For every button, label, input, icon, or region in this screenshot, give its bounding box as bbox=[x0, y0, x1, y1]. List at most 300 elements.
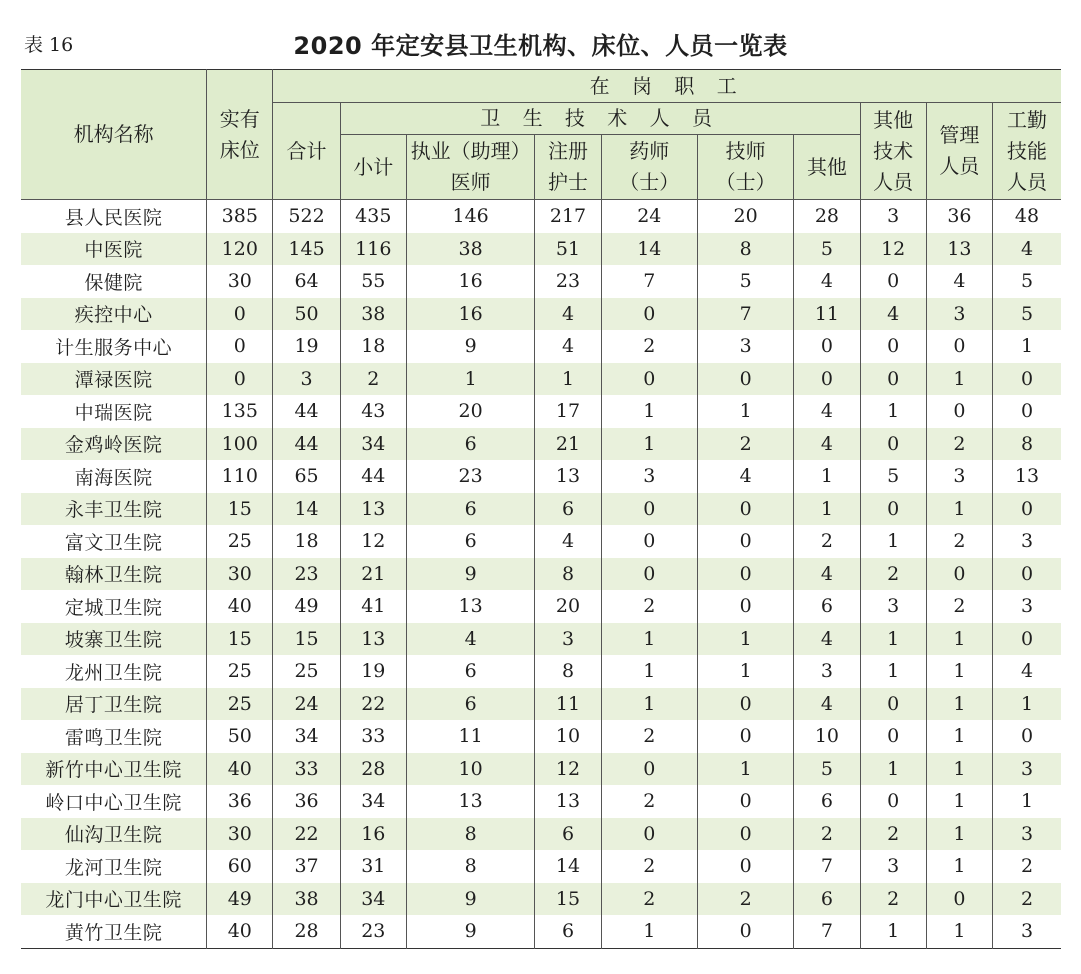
cell-other-technical-staff: 1 bbox=[860, 655, 926, 688]
cell-physicians: 16 bbox=[406, 298, 534, 331]
cell-other-health-tech: 7 bbox=[794, 850, 860, 883]
cell-logistics-staff: 3 bbox=[993, 525, 1061, 558]
cell-other-health-tech: 6 bbox=[794, 883, 860, 916]
cell-logistics-staff: 3 bbox=[993, 818, 1061, 851]
cell-technicians: 2 bbox=[697, 428, 793, 461]
cell-pharmacists: 2 bbox=[601, 590, 697, 623]
cell-physicians: 6 bbox=[406, 655, 534, 688]
table-row bbox=[21, 818, 1061, 851]
cell-logistics-staff: 3 bbox=[993, 753, 1061, 786]
cell-pharmacists: 3 bbox=[601, 460, 697, 493]
cell-other-technical-staff: 0 bbox=[860, 330, 926, 363]
table-row bbox=[21, 493, 1061, 526]
cell-beds: 0 bbox=[207, 363, 273, 396]
cell-management-staff: 13 bbox=[926, 233, 992, 266]
cell-pharmacists: 1 bbox=[601, 428, 697, 461]
cell-registered-nurses: 14 bbox=[535, 850, 601, 883]
cell-physicians: 6 bbox=[406, 525, 534, 558]
cell-other-technical-staff: 2 bbox=[860, 883, 926, 916]
cell-registered-nurses: 20 bbox=[535, 590, 601, 623]
cell-other-technical-staff: 0 bbox=[860, 493, 926, 526]
cell-other-health-tech: 7 bbox=[794, 915, 860, 948]
cell-management-staff: 0 bbox=[926, 395, 992, 428]
cell-management-staff: 2 bbox=[926, 590, 992, 623]
cell-pharmacists: 1 bbox=[601, 655, 697, 688]
cell-logistics-staff: 1 bbox=[993, 785, 1061, 818]
cell-total: 33 bbox=[273, 753, 340, 786]
cell-technicians: 0 bbox=[697, 688, 793, 721]
cell-institution-name: 中瑞医院 bbox=[21, 395, 207, 428]
cell-logistics-staff: 0 bbox=[993, 623, 1061, 656]
cell-pharmacists: 0 bbox=[601, 558, 697, 591]
cell-registered-nurses: 6 bbox=[535, 915, 601, 948]
cell-pharmacists: 24 bbox=[601, 200, 697, 233]
table-row bbox=[21, 233, 1061, 266]
cell-registered-nurses: 8 bbox=[535, 655, 601, 688]
cell-technicians: 2 bbox=[697, 883, 793, 916]
cell-technicians: 0 bbox=[697, 558, 793, 591]
cell-other-health-tech: 1 bbox=[794, 460, 860, 493]
cell-other-health-tech: 28 bbox=[794, 200, 860, 233]
cell-pharmacists: 0 bbox=[601, 298, 697, 331]
table-row bbox=[21, 623, 1061, 656]
cell-beds: 25 bbox=[207, 655, 273, 688]
col-group-on-duty-staff: 在 岗 职 工 bbox=[273, 70, 1061, 103]
col-technicians: 技师 （士） bbox=[697, 135, 793, 200]
cell-management-staff: 1 bbox=[926, 688, 992, 721]
cell-total: 38 bbox=[273, 883, 340, 916]
cell-subtotal: 22 bbox=[340, 688, 406, 721]
cell-beds: 60 bbox=[207, 850, 273, 883]
cell-management-staff: 3 bbox=[926, 460, 992, 493]
cell-institution-name: 南海医院 bbox=[21, 460, 207, 493]
cell-beds: 40 bbox=[207, 753, 273, 786]
cell-subtotal: 18 bbox=[340, 330, 406, 363]
cell-logistics-staff: 5 bbox=[993, 298, 1061, 331]
cell-technicians: 1 bbox=[697, 753, 793, 786]
cell-total: 44 bbox=[273, 428, 340, 461]
cell-beds: 25 bbox=[207, 688, 273, 721]
cell-management-staff: 1 bbox=[926, 363, 992, 396]
cell-registered-nurses: 17 bbox=[535, 395, 601, 428]
cell-institution-name: 翰林卫生院 bbox=[21, 558, 207, 591]
cell-beds: 110 bbox=[207, 460, 273, 493]
cell-logistics-staff: 4 bbox=[993, 233, 1061, 266]
cell-technicians: 0 bbox=[697, 493, 793, 526]
cell-management-staff: 0 bbox=[926, 883, 992, 916]
table-header bbox=[21, 70, 1061, 200]
table-row bbox=[21, 655, 1061, 688]
col-registered-nurses: 注册 护士 bbox=[535, 135, 601, 200]
cell-institution-name: 疾控中心 bbox=[21, 298, 207, 331]
table-row bbox=[21, 395, 1061, 428]
cell-management-staff: 3 bbox=[926, 298, 992, 331]
cell-subtotal: 116 bbox=[340, 233, 406, 266]
cell-logistics-staff: 2 bbox=[993, 883, 1061, 916]
table-row bbox=[21, 753, 1061, 786]
cell-beds: 40 bbox=[207, 915, 273, 948]
cell-subtotal: 34 bbox=[340, 428, 406, 461]
cell-total: 36 bbox=[273, 785, 340, 818]
cell-logistics-staff: 2 bbox=[993, 850, 1061, 883]
cell-pharmacists: 2 bbox=[601, 785, 697, 818]
table-row bbox=[21, 200, 1061, 233]
cell-institution-name: 新竹中心卫生院 bbox=[21, 753, 207, 786]
table-row bbox=[21, 785, 1061, 818]
cell-total: 23 bbox=[273, 558, 340, 591]
cell-institution-name: 定城卫生院 bbox=[21, 590, 207, 623]
cell-physicians: 1 bbox=[406, 363, 534, 396]
cell-beds: 135 bbox=[207, 395, 273, 428]
cell-institution-name: 保健院 bbox=[21, 265, 207, 298]
cell-beds: 0 bbox=[207, 330, 273, 363]
cell-subtotal: 13 bbox=[340, 623, 406, 656]
cell-registered-nurses: 23 bbox=[535, 265, 601, 298]
cell-other-health-tech: 11 bbox=[794, 298, 860, 331]
cell-institution-name: 龙门中心卫生院 bbox=[21, 883, 207, 916]
table-body bbox=[21, 200, 1061, 949]
cell-other-technical-staff: 2 bbox=[860, 818, 926, 851]
cell-subtotal: 28 bbox=[340, 753, 406, 786]
cell-total: 14 bbox=[273, 493, 340, 526]
cell-subtotal: 55 bbox=[340, 265, 406, 298]
cell-management-staff: 1 bbox=[926, 720, 992, 753]
cell-institution-name: 龙河卫生院 bbox=[21, 850, 207, 883]
cell-other-health-tech: 6 bbox=[794, 785, 860, 818]
cell-logistics-staff: 5 bbox=[993, 265, 1061, 298]
cell-beds: 40 bbox=[207, 590, 273, 623]
cell-physicians: 13 bbox=[406, 590, 534, 623]
cell-subtotal: 34 bbox=[340, 785, 406, 818]
cell-other-technical-staff: 3 bbox=[860, 850, 926, 883]
cell-total: 64 bbox=[273, 265, 340, 298]
cell-management-staff: 2 bbox=[926, 525, 992, 558]
cell-technicians: 7 bbox=[697, 298, 793, 331]
cell-technicians: 1 bbox=[697, 623, 793, 656]
cell-other-health-tech: 3 bbox=[794, 655, 860, 688]
cell-total: 28 bbox=[273, 915, 340, 948]
cell-management-staff: 2 bbox=[926, 428, 992, 461]
cell-physicians: 16 bbox=[406, 265, 534, 298]
cell-subtotal: 31 bbox=[340, 850, 406, 883]
col-beds: 实有 床位 bbox=[207, 70, 273, 200]
cell-physicians: 146 bbox=[406, 200, 534, 233]
cell-beds: 0 bbox=[207, 298, 273, 331]
cell-technicians: 0 bbox=[697, 785, 793, 818]
cell-beds: 15 bbox=[207, 493, 273, 526]
cell-physicians: 8 bbox=[406, 850, 534, 883]
cell-registered-nurses: 4 bbox=[535, 330, 601, 363]
cell-technicians: 4 bbox=[697, 460, 793, 493]
cell-beds: 30 bbox=[207, 265, 273, 298]
cell-pharmacists: 1 bbox=[601, 623, 697, 656]
cell-pharmacists: 2 bbox=[601, 330, 697, 363]
cell-physicians: 10 bbox=[406, 753, 534, 786]
cell-pharmacists: 2 bbox=[601, 720, 697, 753]
cell-technicians: 0 bbox=[697, 818, 793, 851]
cell-beds: 36 bbox=[207, 785, 273, 818]
cell-physicians: 13 bbox=[406, 785, 534, 818]
cell-other-health-tech: 1 bbox=[794, 493, 860, 526]
cell-logistics-staff: 0 bbox=[993, 363, 1061, 396]
cell-total: 522 bbox=[273, 200, 340, 233]
col-total: 合计 bbox=[273, 103, 340, 200]
table-row bbox=[21, 558, 1061, 591]
cell-institution-name: 仙沟卫生院 bbox=[21, 818, 207, 851]
cell-registered-nurses: 15 bbox=[535, 883, 601, 916]
cell-pharmacists: 0 bbox=[601, 493, 697, 526]
cell-institution-name: 居丁卫生院 bbox=[21, 688, 207, 721]
cell-institution-name: 金鸡岭医院 bbox=[21, 428, 207, 461]
cell-other-technical-staff: 0 bbox=[860, 785, 926, 818]
cell-pharmacists: 1 bbox=[601, 915, 697, 948]
cell-management-staff: 1 bbox=[926, 655, 992, 688]
cell-beds: 25 bbox=[207, 525, 273, 558]
cell-other-technical-staff: 5 bbox=[860, 460, 926, 493]
cell-subtotal: 41 bbox=[340, 590, 406, 623]
cell-other-health-tech: 4 bbox=[794, 395, 860, 428]
cell-other-health-tech: 4 bbox=[794, 265, 860, 298]
table-row bbox=[21, 265, 1061, 298]
cell-registered-nurses: 6 bbox=[535, 493, 601, 526]
cell-other-technical-staff: 2 bbox=[860, 558, 926, 591]
cell-logistics-staff: 1 bbox=[993, 330, 1061, 363]
cell-subtotal: 33 bbox=[340, 720, 406, 753]
cell-management-staff: 1 bbox=[926, 753, 992, 786]
cell-physicians: 9 bbox=[406, 558, 534, 591]
cell-registered-nurses: 10 bbox=[535, 720, 601, 753]
col-other-health-tech: 其他 bbox=[794, 135, 860, 200]
cell-pharmacists: 0 bbox=[601, 753, 697, 786]
cell-logistics-staff: 13 bbox=[993, 460, 1061, 493]
table-row bbox=[21, 298, 1061, 331]
cell-institution-name: 黄竹卫生院 bbox=[21, 915, 207, 948]
cell-beds: 30 bbox=[207, 558, 273, 591]
table-row bbox=[21, 883, 1061, 916]
cell-other-technical-staff: 1 bbox=[860, 395, 926, 428]
cell-other-health-tech: 0 bbox=[794, 363, 860, 396]
cell-institution-name: 雷鸣卫生院 bbox=[21, 720, 207, 753]
cell-other-health-tech: 4 bbox=[794, 623, 860, 656]
cell-logistics-staff: 0 bbox=[993, 395, 1061, 428]
cell-total: 25 bbox=[273, 655, 340, 688]
cell-registered-nurses: 21 bbox=[535, 428, 601, 461]
cell-total: 37 bbox=[273, 850, 340, 883]
cell-subtotal: 43 bbox=[340, 395, 406, 428]
cell-registered-nurses: 217 bbox=[535, 200, 601, 233]
cell-other-health-tech: 6 bbox=[794, 590, 860, 623]
cell-physicians: 8 bbox=[406, 818, 534, 851]
cell-management-staff: 0 bbox=[926, 558, 992, 591]
cell-subtotal: 23 bbox=[340, 915, 406, 948]
cell-institution-name: 岭口中心卫生院 bbox=[21, 785, 207, 818]
table-row bbox=[21, 915, 1061, 948]
cell-total: 34 bbox=[273, 720, 340, 753]
cell-pharmacists: 0 bbox=[601, 818, 697, 851]
cell-technicians: 8 bbox=[697, 233, 793, 266]
cell-physicians: 23 bbox=[406, 460, 534, 493]
cell-physicians: 9 bbox=[406, 330, 534, 363]
cell-beds: 49 bbox=[207, 883, 273, 916]
cell-other-technical-staff: 1 bbox=[860, 915, 926, 948]
cell-total: 15 bbox=[273, 623, 340, 656]
cell-subtotal: 16 bbox=[340, 818, 406, 851]
cell-total: 24 bbox=[273, 688, 340, 721]
cell-beds: 15 bbox=[207, 623, 273, 656]
cell-institution-name: 中医院 bbox=[21, 233, 207, 266]
cell-other-technical-staff: 1 bbox=[860, 525, 926, 558]
cell-beds: 100 bbox=[207, 428, 273, 461]
cell-logistics-staff: 3 bbox=[993, 915, 1061, 948]
cell-management-staff: 1 bbox=[926, 785, 992, 818]
cell-subtotal: 435 bbox=[340, 200, 406, 233]
cell-technicians: 0 bbox=[697, 850, 793, 883]
cell-management-staff: 1 bbox=[926, 915, 992, 948]
cell-technicians: 1 bbox=[697, 655, 793, 688]
cell-logistics-staff: 3 bbox=[993, 590, 1061, 623]
cell-other-technical-staff: 0 bbox=[860, 265, 926, 298]
cell-other-technical-staff: 0 bbox=[860, 363, 926, 396]
cell-beds: 30 bbox=[207, 818, 273, 851]
col-physicians: 执业（助理） 医师 bbox=[406, 135, 534, 200]
col-logistics-staff: 工勤 技能 人员 bbox=[993, 103, 1061, 200]
table-row bbox=[21, 590, 1061, 623]
cell-subtotal: 21 bbox=[340, 558, 406, 591]
cell-subtotal: 2 bbox=[340, 363, 406, 396]
cell-logistics-staff: 0 bbox=[993, 493, 1061, 526]
cell-technicians: 3 bbox=[697, 330, 793, 363]
cell-technicians: 0 bbox=[697, 525, 793, 558]
cell-other-health-tech: 4 bbox=[794, 558, 860, 591]
cell-total: 65 bbox=[273, 460, 340, 493]
cell-total: 22 bbox=[273, 818, 340, 851]
cell-registered-nurses: 13 bbox=[535, 460, 601, 493]
cell-other-technical-staff: 4 bbox=[860, 298, 926, 331]
cell-technicians: 0 bbox=[697, 915, 793, 948]
cell-total: 3 bbox=[273, 363, 340, 396]
cell-logistics-staff: 8 bbox=[993, 428, 1061, 461]
cell-pharmacists: 2 bbox=[601, 850, 697, 883]
cell-other-health-tech: 4 bbox=[794, 688, 860, 721]
cell-total: 44 bbox=[273, 395, 340, 428]
cell-pharmacists: 0 bbox=[601, 525, 697, 558]
cell-registered-nurses: 1 bbox=[535, 363, 601, 396]
cell-technicians: 1 bbox=[697, 395, 793, 428]
cell-logistics-staff: 48 bbox=[993, 200, 1061, 233]
cell-beds: 385 bbox=[207, 200, 273, 233]
cell-other-health-tech: 4 bbox=[794, 428, 860, 461]
cell-total: 19 bbox=[273, 330, 340, 363]
cell-registered-nurses: 4 bbox=[535, 525, 601, 558]
table-row bbox=[21, 850, 1061, 883]
cell-management-staff: 0 bbox=[926, 330, 992, 363]
cell-other-health-tech: 2 bbox=[794, 818, 860, 851]
cell-institution-name: 计生服务中心 bbox=[21, 330, 207, 363]
cell-institution-name: 富文卫生院 bbox=[21, 525, 207, 558]
cell-other-health-tech: 5 bbox=[794, 233, 860, 266]
cell-pharmacists: 2 bbox=[601, 883, 697, 916]
cell-total: 50 bbox=[273, 298, 340, 331]
table-row bbox=[21, 330, 1061, 363]
cell-beds: 50 bbox=[207, 720, 273, 753]
cell-other-health-tech: 10 bbox=[794, 720, 860, 753]
cell-physicians: 6 bbox=[406, 688, 534, 721]
cell-registered-nurses: 13 bbox=[535, 785, 601, 818]
cell-technicians: 0 bbox=[697, 590, 793, 623]
cell-physicians: 9 bbox=[406, 883, 534, 916]
table-row bbox=[21, 688, 1061, 721]
cell-other-technical-staff: 0 bbox=[860, 688, 926, 721]
table-number: 表 16 bbox=[24, 34, 74, 56]
col-other-technical-staff: 其他 技术 人员 bbox=[860, 103, 926, 200]
cell-physicians: 6 bbox=[406, 428, 534, 461]
cell-logistics-staff: 0 bbox=[993, 558, 1061, 591]
cell-subtotal: 12 bbox=[340, 525, 406, 558]
cell-technicians: 0 bbox=[697, 363, 793, 396]
cell-pharmacists: 7 bbox=[601, 265, 697, 298]
cell-registered-nurses: 8 bbox=[535, 558, 601, 591]
cell-other-health-tech: 0 bbox=[794, 330, 860, 363]
table-row bbox=[21, 720, 1061, 753]
cell-management-staff: 1 bbox=[926, 818, 992, 851]
col-pharmacists: 药师 （士） bbox=[601, 135, 697, 200]
cell-subtotal: 44 bbox=[340, 460, 406, 493]
cell-subtotal: 38 bbox=[340, 298, 406, 331]
cell-physicians: 11 bbox=[406, 720, 534, 753]
cell-pharmacists: 14 bbox=[601, 233, 697, 266]
col-subtotal: 小计 bbox=[340, 135, 406, 200]
cell-management-staff: 4 bbox=[926, 265, 992, 298]
cell-physicians: 20 bbox=[406, 395, 534, 428]
cell-total: 18 bbox=[273, 525, 340, 558]
cell-technicians: 0 bbox=[697, 720, 793, 753]
cell-logistics-staff: 1 bbox=[993, 688, 1061, 721]
cell-institution-name: 潭禄医院 bbox=[21, 363, 207, 396]
cell-management-staff: 1 bbox=[926, 623, 992, 656]
cell-logistics-staff: 0 bbox=[993, 720, 1061, 753]
cell-management-staff: 1 bbox=[926, 493, 992, 526]
cell-registered-nurses: 11 bbox=[535, 688, 601, 721]
statistics-table bbox=[21, 69, 1061, 949]
cell-total: 49 bbox=[273, 590, 340, 623]
cell-other-technical-staff: 12 bbox=[860, 233, 926, 266]
cell-subtotal: 19 bbox=[340, 655, 406, 688]
cell-management-staff: 1 bbox=[926, 850, 992, 883]
cell-other-technical-staff: 3 bbox=[860, 590, 926, 623]
cell-pharmacists: 1 bbox=[601, 688, 697, 721]
cell-registered-nurses: 4 bbox=[535, 298, 601, 331]
cell-registered-nurses: 12 bbox=[535, 753, 601, 786]
cell-registered-nurses: 6 bbox=[535, 818, 601, 851]
cell-physicians: 6 bbox=[406, 493, 534, 526]
cell-institution-name: 龙州卫生院 bbox=[21, 655, 207, 688]
cell-technicians: 5 bbox=[697, 265, 793, 298]
cell-physicians: 4 bbox=[406, 623, 534, 656]
cell-institution-name: 永丰卫生院 bbox=[21, 493, 207, 526]
table-row bbox=[21, 460, 1061, 493]
cell-beds: 120 bbox=[207, 233, 273, 266]
cell-management-staff: 36 bbox=[926, 200, 992, 233]
cell-institution-name: 坡寨卫生院 bbox=[21, 623, 207, 656]
table-row bbox=[21, 363, 1061, 396]
col-management-staff: 管理 人员 bbox=[926, 103, 992, 200]
cell-institution-name: 县人民医院 bbox=[21, 200, 207, 233]
cell-pharmacists: 1 bbox=[601, 395, 697, 428]
cell-other-health-tech: 5 bbox=[794, 753, 860, 786]
cell-total: 145 bbox=[273, 233, 340, 266]
table-row bbox=[21, 525, 1061, 558]
cell-other-technical-staff: 0 bbox=[860, 428, 926, 461]
